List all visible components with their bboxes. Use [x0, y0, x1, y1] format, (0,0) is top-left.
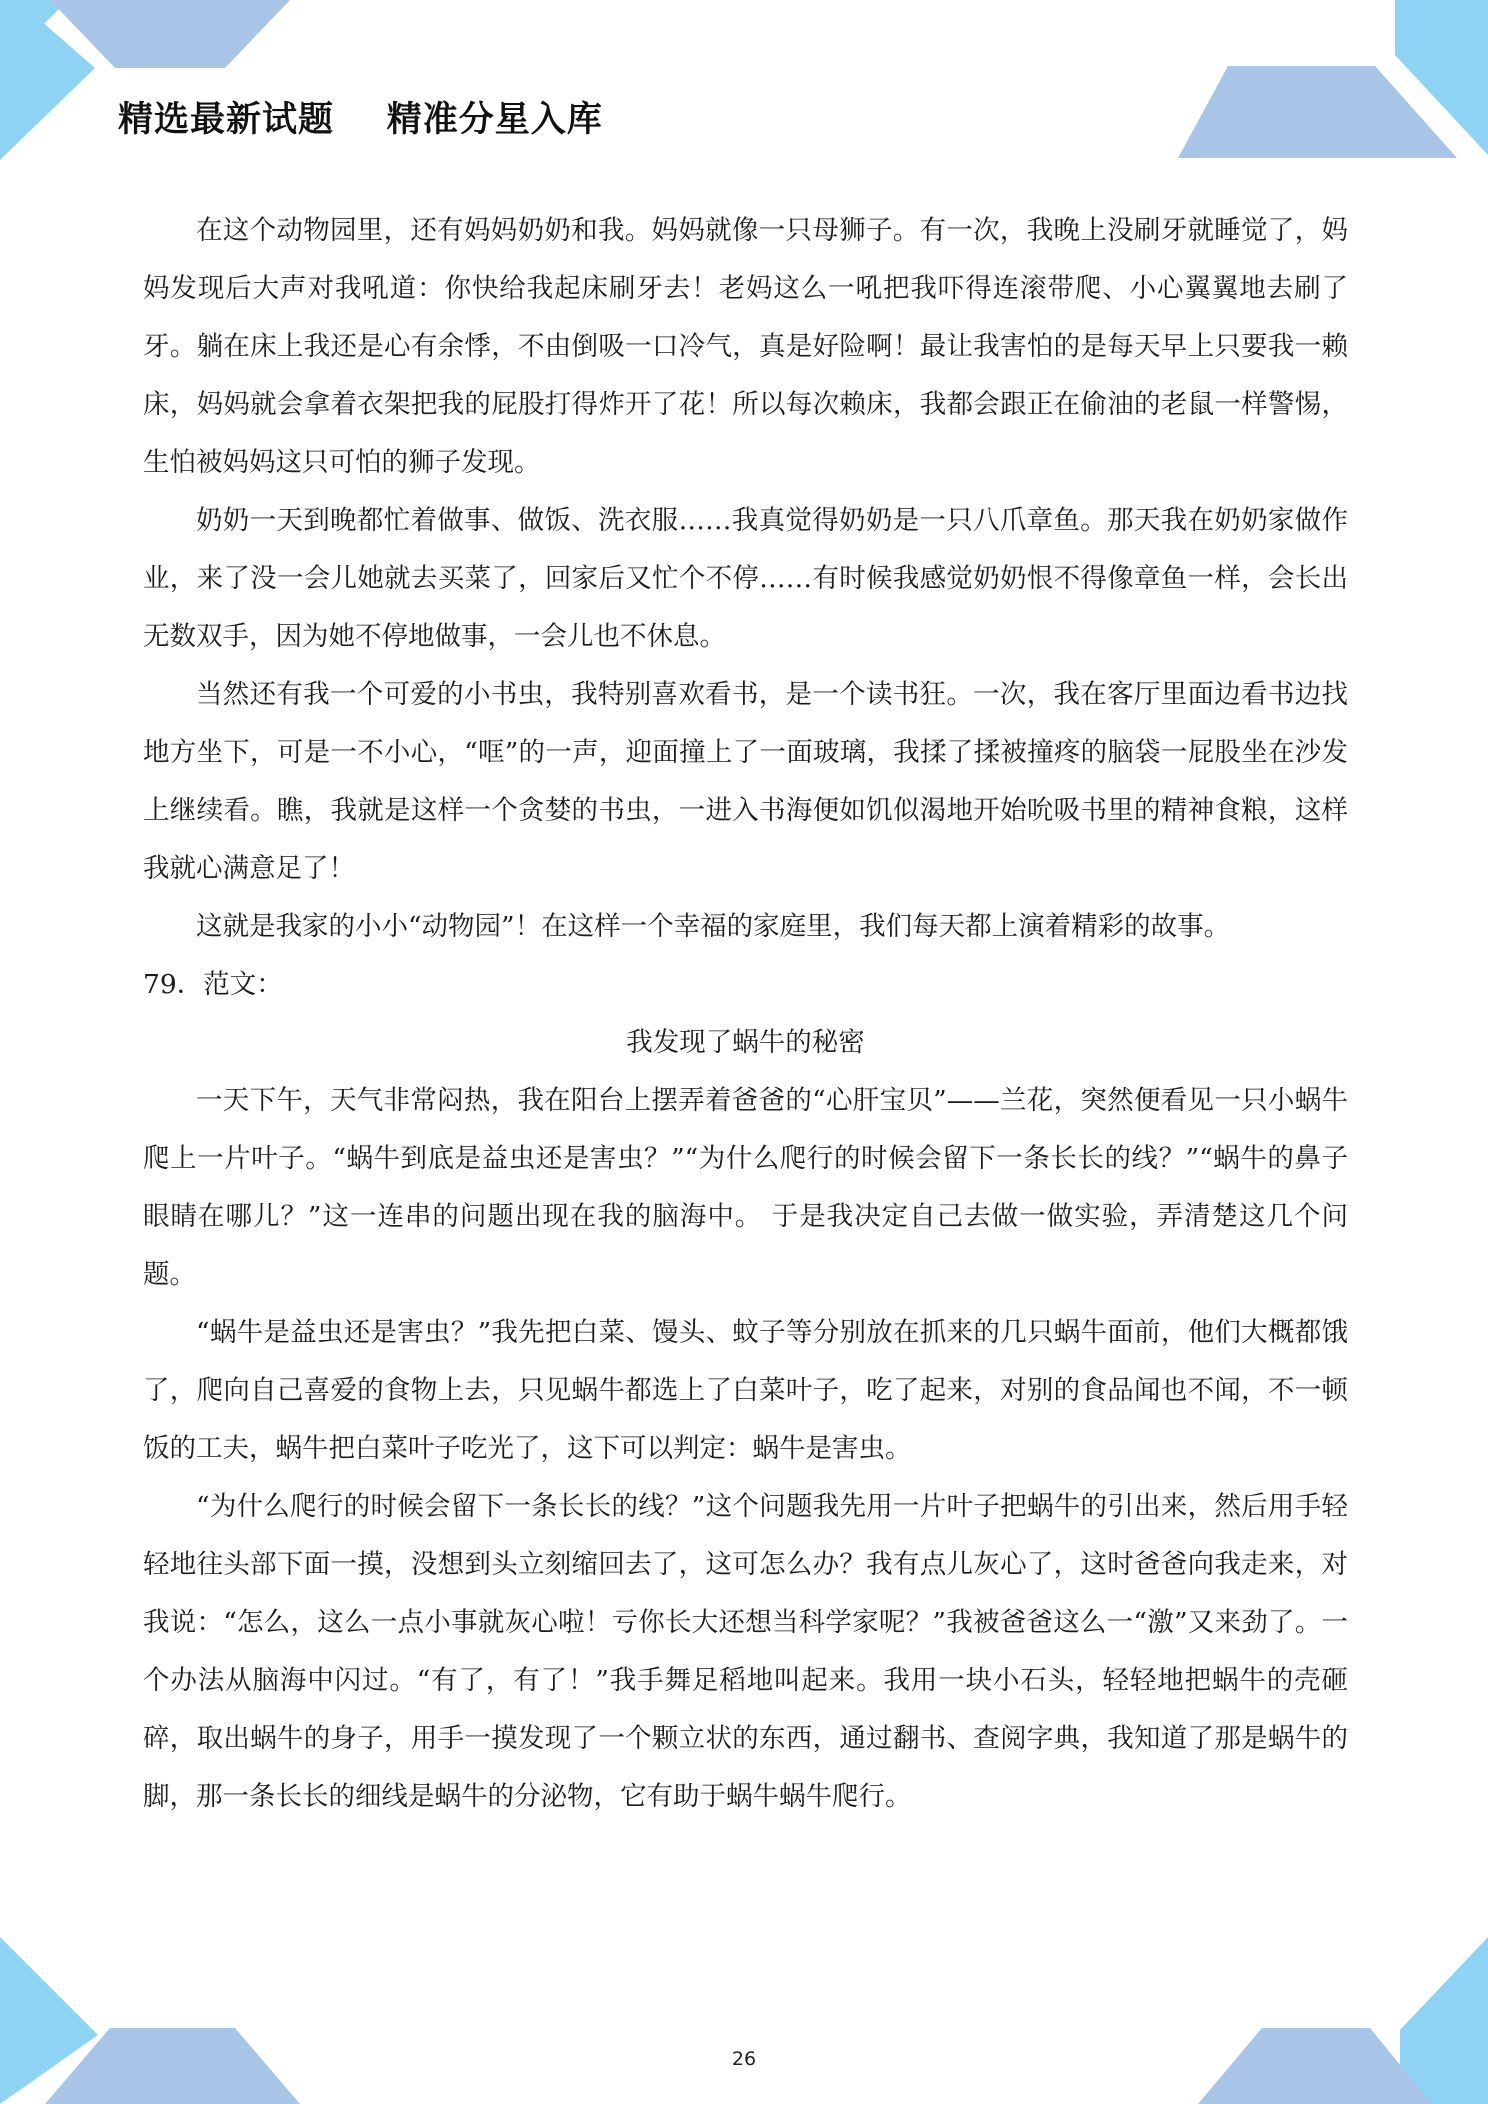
- corner-triangle-bottom-left: [0, 1937, 98, 2104]
- corner-trapezoid-top-right: [1178, 66, 1457, 158]
- corner-triangle-top-left: [0, 0, 68, 68]
- paragraph-zoo-bookworm: 当然还有我一个可爱的小书虫，我特别喜欢看书，是一个读书狂。一次，我在客厅里面边看书边找地方坐下，可是一不小心，“哐”的一声，迎面撞上了一面玻璃，我揉了揉被撞疼的脑袋一屁股坐在沙发上继续看。瞧，我就是这样一个贪婪的书虫，一进入书海便如饥似渴地开始吮吸书里的精神食粮，这样我就心满意足了！: [143, 679, 1348, 884]
- paragraph-zoo-conclusion: 这就是我家的小小“动物园”！在这样一个幸福的家庭里，我们每天都上演着精彩的故事。: [196, 911, 1231, 942]
- paragraph-zoo-mother: 在这个动物园里，还有妈妈奶奶和我。妈妈就像一只母狮子。有一次，我晚上没刷牙就睡觉了，妈妈发现后大声对我吼道：你快给我起床刷牙去！老妈这么一吼把我吓得连滚带爬、小心翼翼地去刷了牙。躺在床上我还是心有余悸，不由倒吸一口冷气，真是好险啊！最让我害怕的是每天早上只要我一赖床，妈妈就会拿着衣架把我的屁股打得炸开了花！所以每次赖床，我都会跟正在偷油的老鼠一样警惕，生怕被妈妈这只可怕的狮子发现。: [143, 215, 1348, 478]
- page-number: 26: [731, 2048, 757, 2070]
- essay-paragraph-pest: “蜗牛是益虫还是害虫？”我先把白菜、馒头、蚊子等分别放在抓来的几只蜗牛面前，他们大概都饿了，爬向自己喜爱的食物上去，只见蜗牛都选上了白菜叶子，吃了起来，对别的食品闻也不闻，不一顿饭的工夫，蜗牛把白菜叶子吃光了，这下可以判定：蜗牛是害虫。: [143, 1317, 1348, 1464]
- essay-paragraph-trail: “为什么爬行的时候会留下一条长长的线？”这个问题我先用一片叶子把蜗牛的引出来，然后用手轻轻地往头部下面一摸，没想到头立刻缩回去了，这可怎么办？我有点儿灰心了，这时爸爸向我走来，对我说：“怎么，这么一点小事就灰心啦！亏你长大还想当科学家呢？”我被爸爸这么一“激”又来劲了。一个办法从脑海中闪过。“有了，有了！”我手舞足稻地叫起来。我用一块小石头，轻轻地把蜗牛的壳砸碎，取出蜗牛的身子，用手一摸发现了一个颗立状的东西，通过翻书、查阅字典，我知道了那是蜗牛的脚，那一条长长的细线是蜗牛的分泌物，它有助于蜗牛蜗牛爬行。: [143, 1491, 1348, 1812]
- corner-triangle-bottom-right: [1400, 1937, 1488, 2104]
- paragraph-zoo-grandma: 奶奶一天到晚都忙着做事、做饭、洗衣服……我真觉得奶奶是一只八爪章鱼。那天我在奶奶家做作业，来了没一会儿她就去买菜了，回家后又忙个不停……有时候我感觉奶奶恨不得像章鱼一样，会长出无数双手，因为她不停地做事，一会儿也不休息。: [143, 505, 1348, 652]
- question-label: 79．范文：: [143, 969, 283, 1000]
- essay-paragraph-intro: 一天下午，天气非常闷热，我在阳台上摆弄着爸爸的“心肝宝贝”——兰花，突然便看见一只小蜗牛爬上一片叶子。“蜗牛到底是益虫还是害虫？”“为什么爬行的时候会留下一条长长的线？”“蜗牛的鼻子眼睛在哪儿？”这一连串的问题出现在我的脑海中。 于是我决定自己去做一做实验，弄清楚这几个问题。: [143, 1085, 1348, 1290]
- document-body: [143, 202, 1348, 1826]
- essay-title: 我发现了蜗牛的秘密: [626, 1027, 865, 1058]
- corner-triangle-top-right: [1395, 0, 1488, 155]
- corner-trapezoid-top-left: [50, 0, 290, 68]
- header-title: 精选最新试题 精准分星入库: [118, 100, 603, 140]
- corner-triangle-top-left-2: [0, 20, 95, 160]
